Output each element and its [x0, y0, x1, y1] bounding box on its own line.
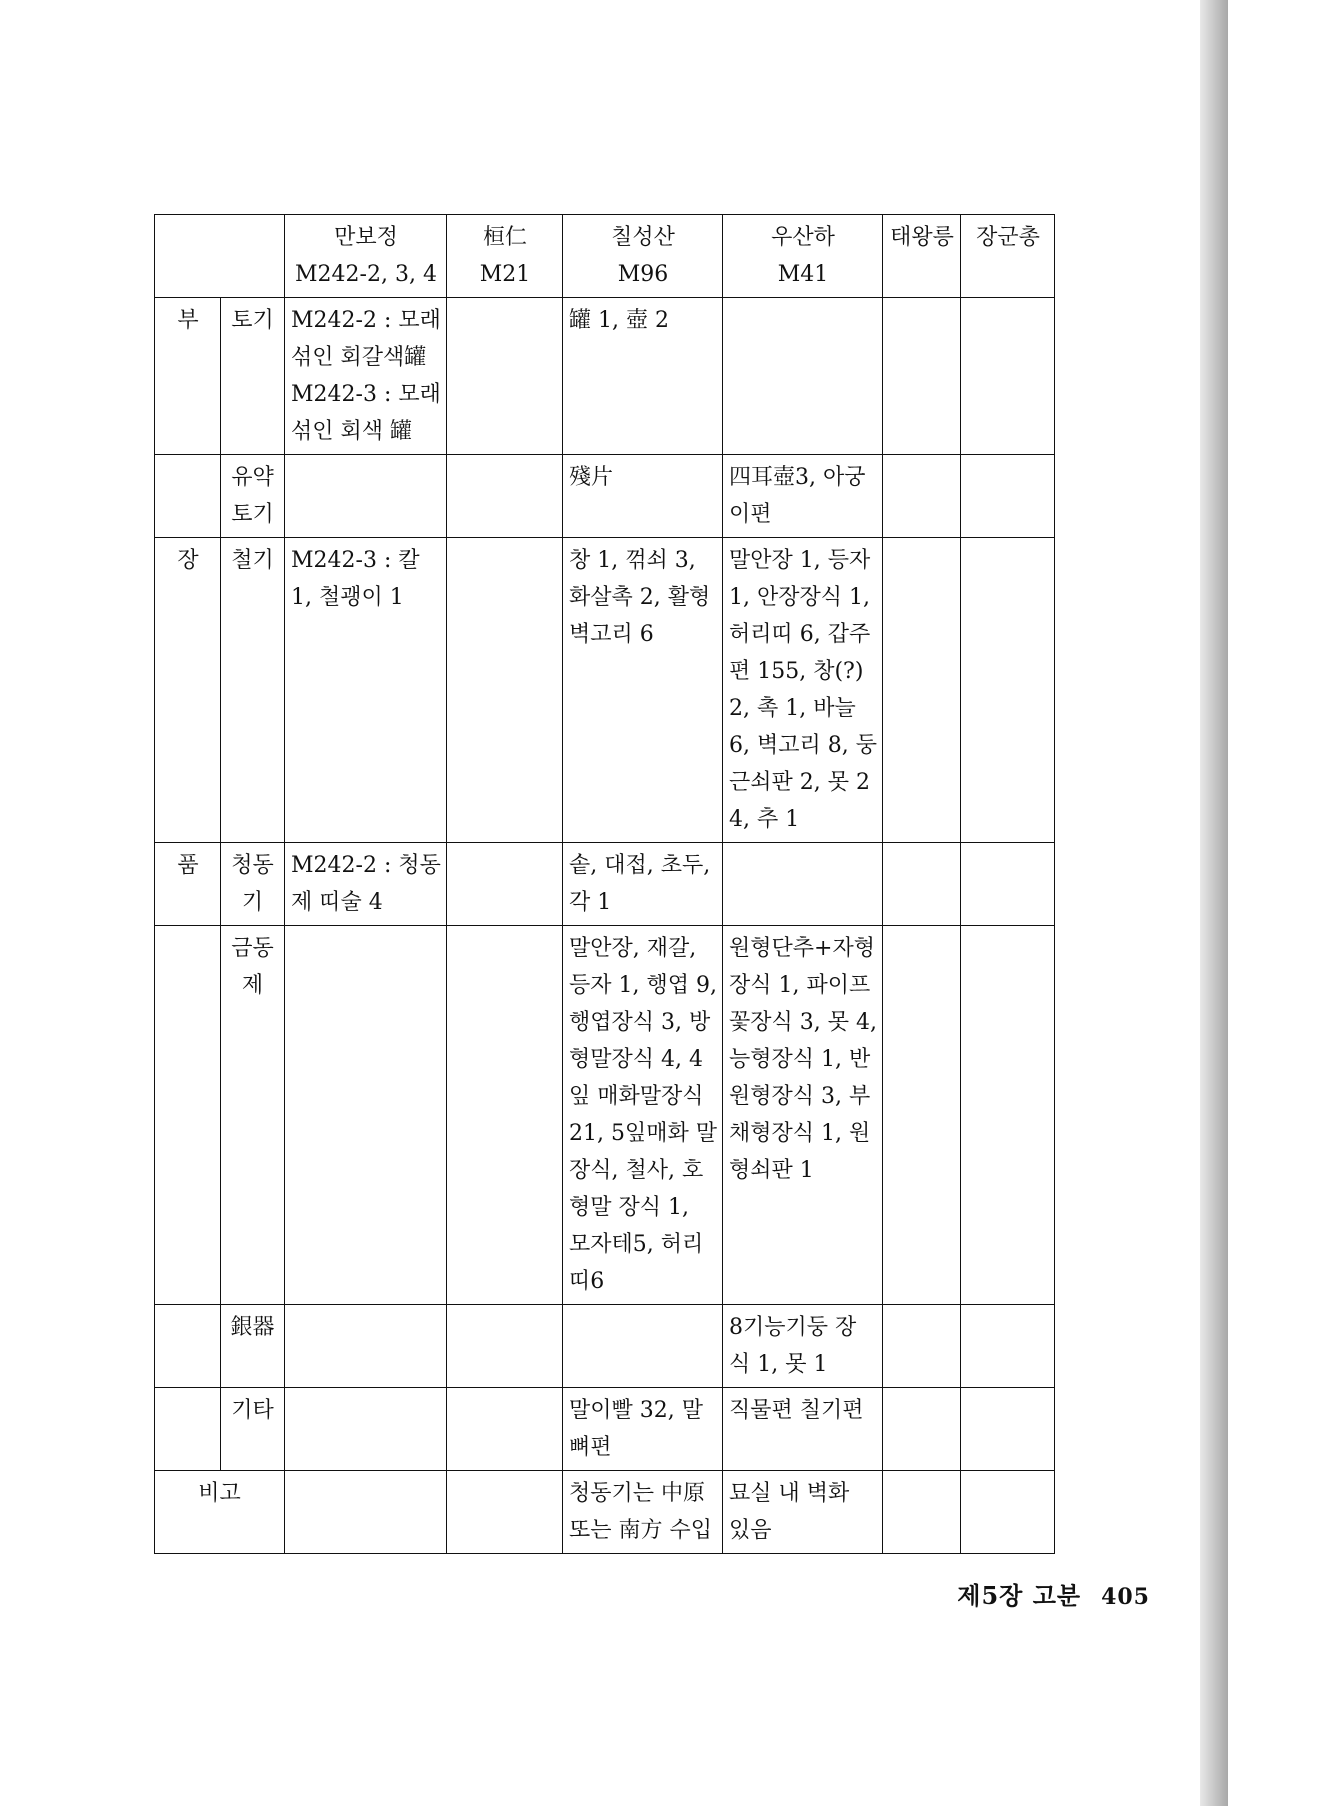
table-cell — [285, 455, 447, 538]
table-cell: M242-2 : 모래 섞인 회갈색罐 M242-3 : 모래 섞인 회색 罐 — [285, 298, 447, 455]
page-background — [1228, 0, 1322, 1806]
table-cell: M242-3 : 칼 1, 철괭이 1 — [285, 538, 447, 843]
artifact-table-wrapper — [154, 214, 1054, 1554]
table-cell: 창 1, 꺾쇠 3, 화살촉 2, 활형벽고리 6 — [563, 538, 723, 843]
table-cell — [723, 843, 883, 926]
row-label: 금동제 — [221, 926, 285, 1305]
chapter-title: 제5장 고분 — [957, 1581, 1082, 1610]
page-number: 405 — [1101, 1584, 1150, 1610]
table-row — [155, 455, 1055, 538]
table-cell: 四耳壺3, 아궁이편 — [723, 455, 883, 538]
category-cell: 장 — [155, 538, 221, 843]
table-cell — [285, 1305, 447, 1388]
page-edge — [1200, 0, 1228, 1806]
remarks-row — [155, 1471, 1055, 1554]
table-cell: 8기능기둥 장식 1, 못 1 — [723, 1305, 883, 1388]
table-cell — [961, 538, 1055, 843]
header-cell: 칠성산 M96 — [563, 215, 723, 298]
table-cell: 罐 1, 壺 2 — [563, 298, 723, 455]
header-cell: 장군총 — [961, 215, 1055, 298]
table-cell — [447, 455, 563, 538]
row-label: 토기 — [221, 298, 285, 455]
table-cell — [883, 1471, 961, 1554]
page-footer — [957, 1576, 1150, 1611]
table-cell — [883, 1305, 961, 1388]
category-cell: 품 — [155, 843, 221, 926]
row-label: 銀器 — [221, 1305, 285, 1388]
header-cell: 태왕릉 — [883, 215, 961, 298]
table-cell — [961, 1305, 1055, 1388]
row-label: 청동기 — [221, 843, 285, 926]
table-cell — [961, 843, 1055, 926]
table-cell — [447, 843, 563, 926]
table-cell — [447, 1471, 563, 1554]
table-cell — [961, 455, 1055, 538]
table-row — [155, 298, 1055, 455]
table-cell — [447, 1305, 563, 1388]
corner-cell — [155, 215, 285, 298]
table-cell — [285, 926, 447, 1305]
table-cell — [883, 298, 961, 455]
header-cell: 만보정 M242-2, 3, 4 — [285, 215, 447, 298]
table-cell — [883, 843, 961, 926]
table-cell — [447, 298, 563, 455]
table-row — [155, 1388, 1055, 1471]
header-cell: 桓仁 M21 — [447, 215, 563, 298]
table-cell — [883, 1388, 961, 1471]
table-cell — [883, 455, 961, 538]
table-cell: 직물편 칠기편 — [723, 1388, 883, 1471]
table-cell — [961, 1388, 1055, 1471]
table-cell: 말안장 1, 등자 1, 안장장식 1, 허리띠 6, 갑주편 155, 창(?) 2, 촉 1, 바늘 6, 벽고리 8, 둥근쇠판 2, 못 24, 추 1 — [723, 538, 883, 843]
table-cell — [723, 298, 883, 455]
table-row — [155, 843, 1055, 926]
row-label: 철기 — [221, 538, 285, 843]
remarks-label: 비고 — [155, 1471, 285, 1554]
artifact-table — [154, 214, 1055, 1554]
table-cell — [883, 538, 961, 843]
table-cell: M242-2 : 청동제 띠술 4 — [285, 843, 447, 926]
table-cell — [961, 926, 1055, 1305]
category-cell: 부 — [155, 298, 221, 455]
category-cell — [155, 1305, 221, 1388]
table-cell — [285, 1388, 447, 1471]
table-row — [155, 1305, 1055, 1388]
table-cell: 솥, 대접, 초두, 각 1 — [563, 843, 723, 926]
header-row — [155, 215, 1055, 298]
table-cell — [563, 1305, 723, 1388]
table-cell — [961, 298, 1055, 455]
table-cell — [285, 1471, 447, 1554]
table-cell — [447, 538, 563, 843]
table-cell — [883, 926, 961, 1305]
table-row — [155, 926, 1055, 1305]
row-label: 기타 — [221, 1388, 285, 1471]
category-cell — [155, 926, 221, 1305]
table-cell: 말이빨 32, 말뼈편 — [563, 1388, 723, 1471]
table-cell: 殘片 — [563, 455, 723, 538]
table-cell — [961, 1471, 1055, 1554]
category-cell — [155, 1388, 221, 1471]
table-cell — [447, 1388, 563, 1471]
table-cell: 청동기는 中原 또는 南方 수입 — [563, 1471, 723, 1554]
table-cell: 묘실 내 벽화 있음 — [723, 1471, 883, 1554]
header-cell: 우산하 M41 — [723, 215, 883, 298]
table-cell: 말안장, 재갈, 등자 1, 행엽 9, 행엽장식 3, 방형말장식 4, 4잎 매화말장식 21, 5잎매화 말장식, 철사, 호형말 장식 1, 모자테5, 허리띠6 — [563, 926, 723, 1305]
row-label: 유약토기 — [221, 455, 285, 538]
table-cell: 원형단추+자형장식 1, 파이프꽃장식 3, 못 4, 능형장식 1, 반원형장식 3, 부채형장식 1, 원형쇠판 1 — [723, 926, 883, 1305]
table-row — [155, 538, 1055, 843]
table-cell — [447, 926, 563, 1305]
category-cell — [155, 455, 221, 538]
